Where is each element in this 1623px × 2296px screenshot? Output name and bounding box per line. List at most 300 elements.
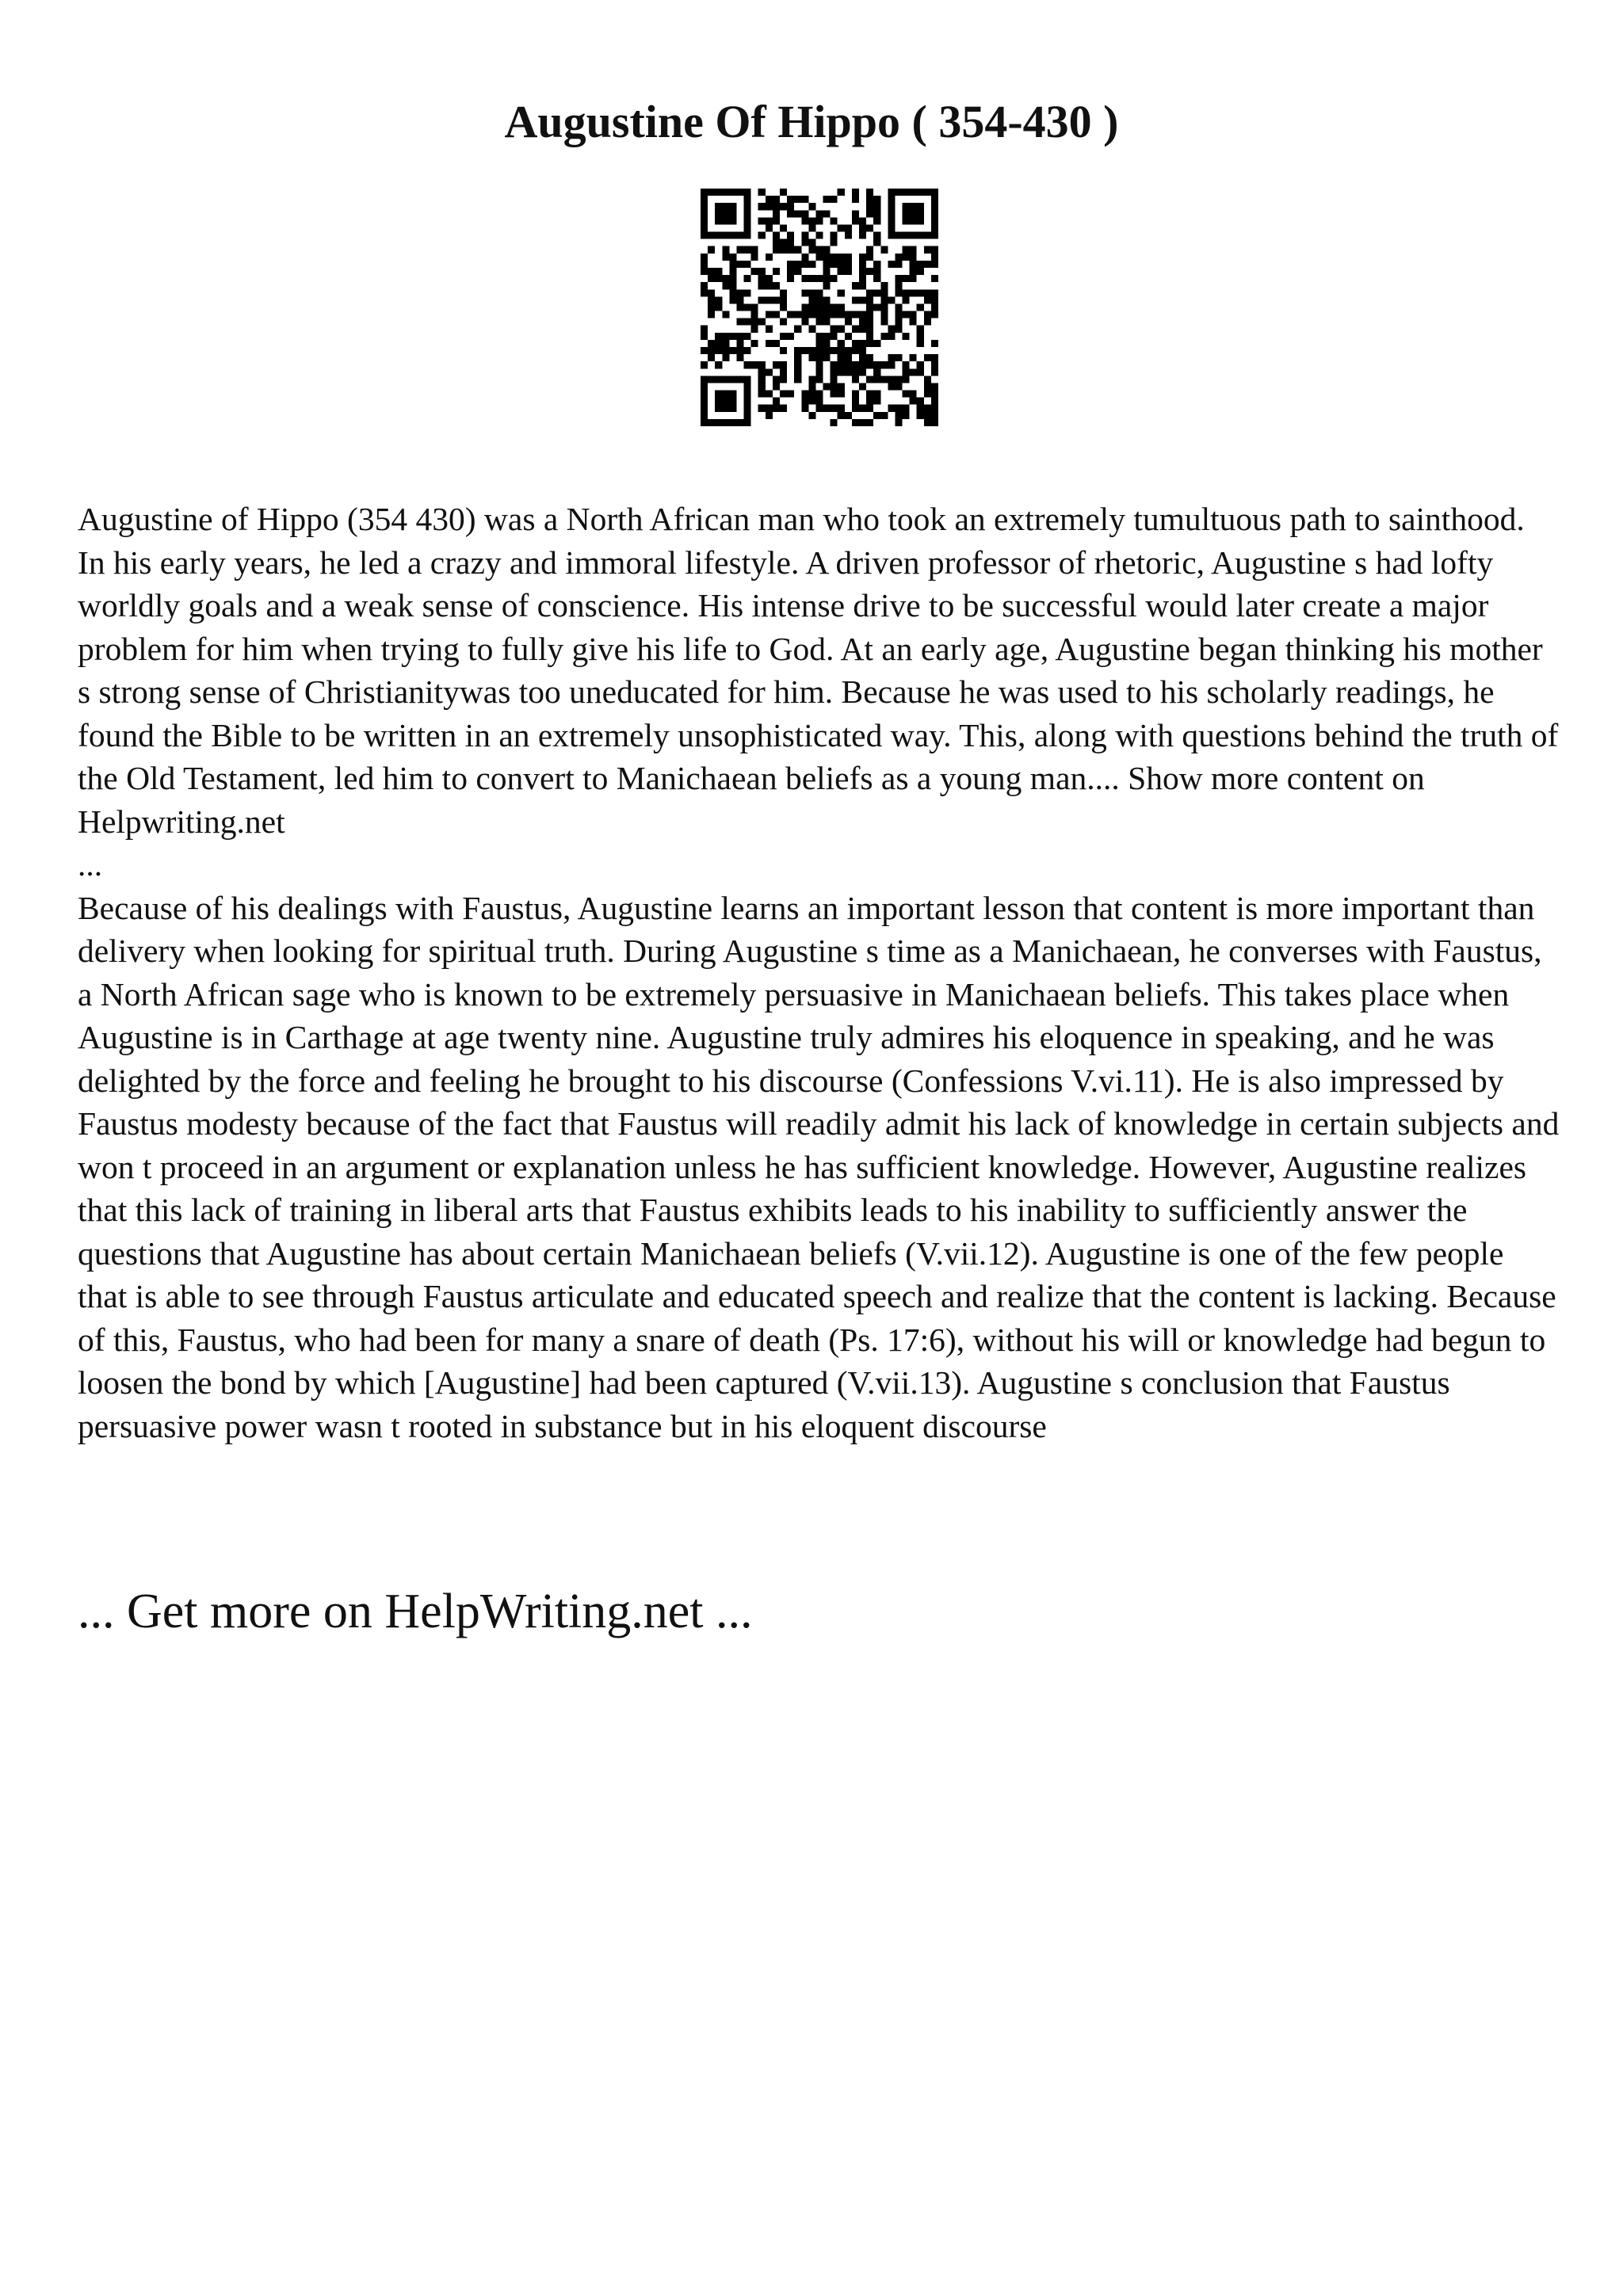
qr-module bbox=[866, 268, 873, 275]
qr-module bbox=[873, 261, 880, 268]
qr-module bbox=[910, 275, 917, 282]
qr-module bbox=[744, 333, 751, 340]
qr-module bbox=[845, 261, 852, 268]
qr-module bbox=[852, 419, 859, 426]
qr-module bbox=[823, 333, 831, 340]
qr-module bbox=[729, 210, 736, 217]
qr-module bbox=[888, 217, 895, 224]
qr-module bbox=[787, 275, 794, 282]
qr-module bbox=[931, 419, 938, 426]
qr-module bbox=[903, 361, 910, 368]
qr-module bbox=[773, 282, 780, 289]
qr-module bbox=[859, 326, 866, 333]
qr-module bbox=[801, 391, 808, 398]
qr-module bbox=[924, 405, 931, 412]
qr-module bbox=[758, 203, 766, 210]
qr-module bbox=[794, 268, 801, 275]
qr-module bbox=[838, 354, 845, 361]
qr-module bbox=[751, 318, 758, 326]
qr-module bbox=[866, 289, 873, 296]
qr-module bbox=[895, 419, 902, 426]
qr-module bbox=[888, 361, 895, 368]
qr-module bbox=[831, 196, 838, 203]
qr-module bbox=[866, 203, 873, 210]
qr-module bbox=[766, 391, 773, 398]
qr-module bbox=[758, 232, 766, 239]
qr-module bbox=[924, 391, 931, 398]
qr-module bbox=[758, 268, 766, 275]
qr-module bbox=[866, 296, 873, 303]
qr-module bbox=[808, 391, 815, 398]
qr-module bbox=[744, 318, 751, 326]
qr-module bbox=[859, 405, 866, 412]
qr-module bbox=[895, 326, 902, 333]
qr-module bbox=[823, 296, 831, 303]
qr-module bbox=[910, 203, 917, 210]
qr-module bbox=[831, 391, 838, 398]
qr-module bbox=[917, 217, 924, 224]
qr-module bbox=[715, 376, 722, 383]
qr-module bbox=[815, 246, 823, 254]
qr-module bbox=[701, 189, 708, 196]
qr-module bbox=[873, 232, 880, 239]
qr-module bbox=[780, 318, 787, 326]
qr-module bbox=[801, 261, 808, 268]
qr-module bbox=[903, 289, 910, 296]
qr-module bbox=[859, 419, 866, 426]
qr-module bbox=[736, 347, 743, 354]
qr-module bbox=[895, 261, 902, 268]
qr-module bbox=[838, 326, 845, 333]
qr-module bbox=[780, 296, 787, 303]
qr-module bbox=[701, 254, 708, 261]
qr-module bbox=[766, 282, 773, 289]
qr-module bbox=[903, 217, 910, 224]
qr-module bbox=[903, 333, 910, 340]
qr-module bbox=[701, 391, 708, 398]
qr-module bbox=[903, 232, 910, 239]
qr-module bbox=[831, 217, 838, 224]
qr-module bbox=[773, 376, 780, 383]
qr-code-icon[interactable] bbox=[701, 189, 938, 426]
qr-module bbox=[808, 261, 815, 268]
qr-module bbox=[910, 232, 917, 239]
qr-module bbox=[838, 361, 845, 368]
qr-module bbox=[715, 275, 722, 282]
qr-module bbox=[910, 246, 917, 254]
qr-module bbox=[808, 383, 815, 390]
qr-module bbox=[888, 333, 895, 340]
qr-module bbox=[838, 254, 845, 261]
qr-module bbox=[722, 333, 729, 340]
qr-module bbox=[758, 391, 766, 398]
qr-module bbox=[715, 398, 722, 405]
qr-module bbox=[708, 189, 715, 196]
qr-module bbox=[910, 217, 917, 224]
qr-module bbox=[845, 318, 852, 326]
qr-module bbox=[880, 333, 888, 340]
qr-module bbox=[780, 391, 787, 398]
qr-module bbox=[873, 398, 880, 405]
qr-module bbox=[715, 268, 722, 275]
qr-module bbox=[766, 412, 773, 419]
qr-module bbox=[903, 210, 910, 217]
qr-module bbox=[831, 275, 838, 282]
qr-module bbox=[823, 254, 831, 261]
qr-module bbox=[815, 354, 823, 361]
qr-module bbox=[787, 311, 794, 318]
qr-module bbox=[910, 368, 917, 376]
qr-module bbox=[931, 354, 938, 361]
qr-module bbox=[823, 340, 831, 347]
qr-module bbox=[852, 361, 859, 368]
qr-module bbox=[744, 203, 751, 210]
qr-module bbox=[729, 254, 736, 261]
qr-module bbox=[931, 217, 938, 224]
qr-module bbox=[888, 326, 895, 333]
qr-module bbox=[917, 268, 924, 275]
qr-module bbox=[736, 232, 743, 239]
qr-module bbox=[845, 361, 852, 368]
qr-module bbox=[708, 303, 715, 311]
qr-module bbox=[736, 340, 743, 347]
qr-module bbox=[845, 232, 852, 239]
qr-module bbox=[917, 333, 924, 340]
qr-module bbox=[815, 361, 823, 368]
qr-module bbox=[808, 311, 815, 318]
qr-module bbox=[808, 398, 815, 405]
qr-module bbox=[701, 217, 708, 224]
qr-module bbox=[801, 254, 808, 261]
qr-module bbox=[903, 189, 910, 196]
qr-module bbox=[917, 189, 924, 196]
qr-module bbox=[729, 347, 736, 354]
qr-module bbox=[859, 275, 866, 282]
qr-module bbox=[859, 296, 866, 303]
qr-module bbox=[744, 391, 751, 398]
qr-module bbox=[910, 289, 917, 296]
qr-module bbox=[910, 254, 917, 261]
qr-module bbox=[701, 196, 708, 203]
qr-module bbox=[701, 224, 708, 231]
qr-module bbox=[873, 412, 880, 419]
qr-module bbox=[859, 254, 866, 261]
qr-module bbox=[701, 282, 708, 289]
qr-module bbox=[794, 368, 801, 376]
qr-module bbox=[722, 340, 729, 347]
qr-module bbox=[831, 368, 838, 376]
qr-module bbox=[766, 368, 773, 376]
qr-module bbox=[808, 289, 815, 296]
qr-module bbox=[815, 376, 823, 383]
qr-module bbox=[815, 340, 823, 347]
qr-module bbox=[931, 254, 938, 261]
qr-module bbox=[924, 412, 931, 419]
qr-module bbox=[801, 217, 808, 224]
qr-module bbox=[831, 254, 838, 261]
qr-module bbox=[815, 347, 823, 354]
qr-module bbox=[794, 196, 801, 203]
qr-module bbox=[708, 311, 715, 318]
qr-module bbox=[736, 318, 743, 326]
qr-module bbox=[801, 196, 808, 203]
qr-module bbox=[924, 246, 931, 254]
qr-module bbox=[801, 232, 808, 239]
qr-module bbox=[823, 383, 831, 390]
qr-module bbox=[838, 347, 845, 354]
qr-module bbox=[866, 391, 873, 398]
qr-module bbox=[931, 224, 938, 231]
qr-module bbox=[866, 376, 873, 383]
qr-module bbox=[722, 405, 729, 412]
qr-module bbox=[873, 391, 880, 398]
qr-module bbox=[866, 361, 873, 368]
qr-module bbox=[722, 275, 729, 282]
qr-module bbox=[780, 239, 787, 246]
qr-module bbox=[729, 232, 736, 239]
qr-module bbox=[794, 376, 801, 383]
qr-module bbox=[801, 289, 808, 296]
qr-module bbox=[903, 203, 910, 210]
qr-module bbox=[873, 275, 880, 282]
qr-module bbox=[888, 354, 895, 361]
qr-module bbox=[808, 412, 815, 419]
qr-module bbox=[787, 210, 794, 217]
qr-module bbox=[888, 405, 895, 412]
qr-module bbox=[744, 224, 751, 231]
qr-module bbox=[931, 368, 938, 376]
qr-module bbox=[859, 261, 866, 268]
qr-module bbox=[838, 391, 845, 398]
qr-module bbox=[729, 275, 736, 282]
qr-module bbox=[859, 268, 866, 275]
qr-module bbox=[852, 405, 859, 412]
qr-module bbox=[708, 246, 715, 254]
qr-module bbox=[722, 254, 729, 261]
qr-module bbox=[773, 217, 780, 224]
qr-module bbox=[815, 318, 823, 326]
qr-module bbox=[801, 210, 808, 217]
qr-module bbox=[931, 275, 938, 282]
intro-paragraph: Augustine of Hippo (354 430) was a North African man who took an extremely tumultuous path to sainthood. In his early years, he led a crazy and immoral lifestyle. A driven professor of rhetoric, Augustine s had lofty worldly goals and a weak sense of conscience. His intense drive to be successful would later create a major problem for him when trying to fully give his life to God. At an early age, Augustine began thinking his mother s strong sense of Christianitywas too uneducated for him. Because he was used to his scholarly readings, he found the Bible to be written in an extremely unsophisticated way. This, along with questions behind the truth of the Old Testament, led him to convert to Manichaean beliefs as a young man.... Show more content on Helpwriting.net bbox=[78, 501, 1559, 840]
qr-module bbox=[866, 303, 873, 311]
qr-module bbox=[831, 376, 838, 383]
qr-module bbox=[801, 398, 808, 405]
qr-module bbox=[859, 347, 866, 354]
qr-module bbox=[773, 405, 780, 412]
qr-module bbox=[715, 203, 722, 210]
qr-module bbox=[917, 368, 924, 376]
qr-module bbox=[866, 189, 873, 196]
qr-module bbox=[808, 239, 815, 246]
qr-module bbox=[852, 210, 859, 217]
qr-module bbox=[845, 412, 852, 419]
qr-module bbox=[701, 376, 708, 383]
qr-module bbox=[873, 217, 880, 224]
qr-module bbox=[766, 203, 773, 210]
qr-module bbox=[729, 289, 736, 296]
qr-module bbox=[859, 368, 866, 376]
qr-module bbox=[859, 361, 866, 368]
get-more-link[interactable]: ... Get more on HelpWriting.net ... bbox=[78, 1585, 753, 1638]
qr-module bbox=[758, 405, 766, 412]
qr-module bbox=[888, 383, 895, 390]
qr-module bbox=[708, 354, 715, 361]
qr-module bbox=[815, 217, 823, 224]
qr-module bbox=[831, 361, 838, 368]
qr-module bbox=[903, 376, 910, 383]
qr-module bbox=[751, 311, 758, 318]
qr-module bbox=[917, 232, 924, 239]
article-body bbox=[78, 498, 1560, 1447]
qr-module bbox=[823, 347, 831, 354]
qr-module bbox=[736, 419, 743, 426]
qr-module bbox=[815, 391, 823, 398]
qr-module bbox=[808, 246, 815, 254]
qr-module bbox=[701, 203, 708, 210]
qr-module bbox=[722, 419, 729, 426]
qr-module bbox=[924, 311, 931, 318]
qr-module bbox=[708, 232, 715, 239]
qr-module bbox=[831, 232, 838, 239]
qr-module bbox=[729, 189, 736, 196]
qr-module bbox=[736, 296, 743, 303]
qr-module bbox=[917, 261, 924, 268]
qr-module bbox=[715, 189, 722, 196]
qr-module bbox=[815, 405, 823, 412]
qr-module bbox=[888, 232, 895, 239]
qr-module bbox=[859, 232, 866, 239]
qr-module bbox=[722, 203, 729, 210]
qr-module bbox=[903, 254, 910, 261]
qr-module bbox=[895, 376, 902, 383]
qr-module bbox=[895, 232, 902, 239]
qr-module bbox=[931, 361, 938, 368]
qr-code-graphic bbox=[701, 189, 938, 426]
qr-module bbox=[859, 311, 866, 318]
qr-module bbox=[873, 340, 880, 347]
qr-module bbox=[744, 398, 751, 405]
qr-module bbox=[873, 268, 880, 275]
qr-module bbox=[880, 361, 888, 368]
qr-module bbox=[917, 289, 924, 296]
qr-module bbox=[903, 246, 910, 254]
qr-module bbox=[917, 210, 924, 217]
qr-module bbox=[880, 296, 888, 303]
qr-module bbox=[758, 217, 766, 224]
qr-module bbox=[701, 361, 708, 368]
qr-module bbox=[931, 189, 938, 196]
qr-module bbox=[758, 275, 766, 282]
qr-module bbox=[831, 419, 838, 426]
qr-module bbox=[744, 246, 751, 254]
qr-module bbox=[903, 412, 910, 419]
qr-module bbox=[801, 311, 808, 318]
qr-module bbox=[880, 376, 888, 383]
qr-module bbox=[751, 254, 758, 261]
qr-module bbox=[831, 347, 838, 354]
qr-module bbox=[866, 326, 873, 333]
qr-module bbox=[808, 217, 815, 224]
qr-module bbox=[917, 326, 924, 333]
qr-module bbox=[838, 368, 845, 376]
qr-module bbox=[744, 303, 751, 311]
qr-module bbox=[715, 333, 722, 340]
qr-module bbox=[766, 217, 773, 224]
qr-module bbox=[924, 296, 931, 303]
qr-module bbox=[852, 347, 859, 354]
qr-module bbox=[751, 246, 758, 254]
qr-module bbox=[744, 210, 751, 217]
qr-module bbox=[903, 296, 910, 303]
qr-module bbox=[866, 254, 873, 261]
qr-module bbox=[787, 246, 794, 254]
qr-module bbox=[729, 268, 736, 275]
qr-module bbox=[910, 311, 917, 318]
qr-module bbox=[924, 354, 931, 361]
qr-module bbox=[903, 405, 910, 412]
qr-module bbox=[866, 246, 873, 254]
qr-module bbox=[859, 354, 866, 361]
qr-module bbox=[823, 261, 831, 268]
qr-module bbox=[895, 189, 902, 196]
qr-module bbox=[708, 296, 715, 303]
qr-module bbox=[715, 210, 722, 217]
qr-module bbox=[852, 376, 859, 383]
qr-module bbox=[758, 296, 766, 303]
qr-module bbox=[729, 391, 736, 398]
qr-module bbox=[888, 261, 895, 268]
qr-module bbox=[744, 196, 751, 203]
qr-module bbox=[722, 391, 729, 398]
qr-module bbox=[787, 261, 794, 268]
qr-module bbox=[917, 361, 924, 368]
qr-module bbox=[815, 232, 823, 239]
qr-module bbox=[838, 303, 845, 311]
qr-module bbox=[895, 412, 902, 419]
qr-module bbox=[780, 361, 787, 368]
qr-module bbox=[708, 268, 715, 275]
qr-module bbox=[852, 217, 859, 224]
qr-module bbox=[838, 311, 845, 318]
qr-module bbox=[931, 311, 938, 318]
qr-module bbox=[838, 340, 845, 347]
qr-module bbox=[931, 246, 938, 254]
qr-module bbox=[888, 224, 895, 231]
qr-module bbox=[895, 311, 902, 318]
qr-module bbox=[744, 347, 751, 354]
qr-module bbox=[758, 368, 766, 376]
qr-module bbox=[780, 289, 787, 296]
qr-module bbox=[931, 232, 938, 239]
qr-module bbox=[815, 210, 823, 217]
qr-module bbox=[910, 189, 917, 196]
qr-module bbox=[831, 303, 838, 311]
qr-module bbox=[831, 239, 838, 246]
qr-module bbox=[845, 254, 852, 261]
qr-module bbox=[729, 398, 736, 405]
qr-module bbox=[823, 318, 831, 326]
qr-module bbox=[801, 303, 808, 311]
qr-module bbox=[801, 275, 808, 282]
qr-module bbox=[773, 196, 780, 203]
qr-module bbox=[701, 232, 708, 239]
qr-module bbox=[808, 224, 815, 231]
qr-module bbox=[780, 376, 787, 383]
qr-module bbox=[910, 391, 917, 398]
qr-module bbox=[880, 412, 888, 419]
qr-module bbox=[931, 303, 938, 311]
